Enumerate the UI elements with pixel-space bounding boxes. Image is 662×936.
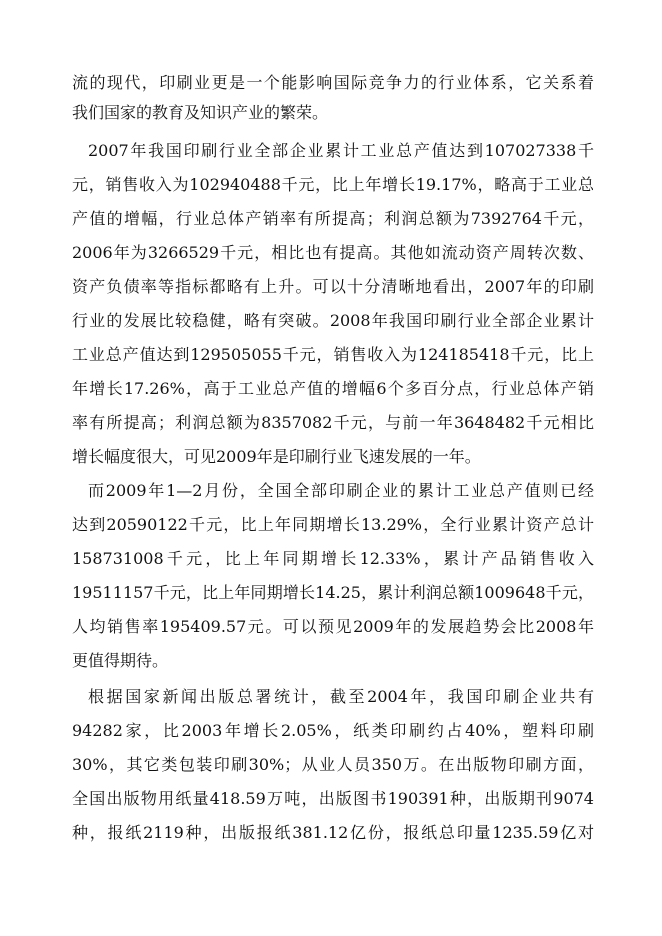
text-line: 根据国家新闻出版总署统计，截至2004年，我国印刷企业共有	[88, 687, 594, 706]
text-line: 年增长17.26%，高于工业总产值的增幅6个多百分点，行业总体产销	[72, 379, 594, 398]
text-line: 增长幅度很大，可见2009年是印刷行业飞速发展的一年。	[72, 447, 481, 466]
text-line: 流的现代，印刷业更是一个能影响国际竞争力的行业体系，它关系着	[72, 73, 594, 92]
text-line: 158731008千元，比上年同期增长12.33%，累计产品销售收入	[72, 549, 594, 568]
text-line: 我们国家的教育及知识产业的繁荣。	[72, 103, 329, 122]
text-line: 工业总产值达到129505055千元，销售收入为124185418千元，比上	[72, 345, 594, 364]
text-line: 94282家，比2003年增长2.05%，纸类印刷约占40%，塑料印刷	[72, 721, 594, 740]
text-line: 19511157千元，比上年同期增长14.25，累计利润总额1009648千元，	[72, 583, 594, 602]
text-line: 更值得期待。	[72, 651, 169, 670]
text-line: 达到20590122千元，比上年同期增长13.29%，全行业累计资产总计	[72, 515, 594, 534]
text-line: 元，销售收入为102940488千元，比上年增长19.17%，略高于工业总	[72, 175, 594, 194]
text-line: 产值的增幅，行业总体产销率有所提高；利润总额为7392764千元，	[72, 209, 594, 228]
text-line: 2007年我国印刷行业全部企业累计工业总产值达到107027338千	[88, 141, 594, 160]
text-line: 而2009年1—2月份，全国全部印刷企业的累计工业总产值则已经	[88, 481, 594, 500]
text-line: 30%，其它类包装印刷30%；从业人员350万。在出版物印刷方面，	[72, 755, 594, 774]
text-line: 2006年为3266529千元，相比也有提高。其他如流动资产周转次数、	[72, 243, 594, 262]
text-line: 行业的发展比较稳健，略有突破。2008年我国印刷行业全部企业累计	[72, 311, 594, 330]
text-line: 率有所提高；利润总额为8357082千元，与前一年3648482千元相比	[72, 413, 594, 432]
text-line: 资产负债率等指标都略有上升。可以十分清晰地看出，2007年的印刷	[72, 277, 594, 296]
text-line: 全国出版物用纸量418.59万吨，出版图书190391种，出版期刊9074	[72, 789, 594, 808]
text-line: 人均销售率195409.57元。可以预见2009年的发展趋势会比2008年	[72, 617, 594, 636]
text-line: 种，报纸2119种，出版报纸381.12亿份，报纸总印量1235.59亿对	[72, 823, 594, 842]
